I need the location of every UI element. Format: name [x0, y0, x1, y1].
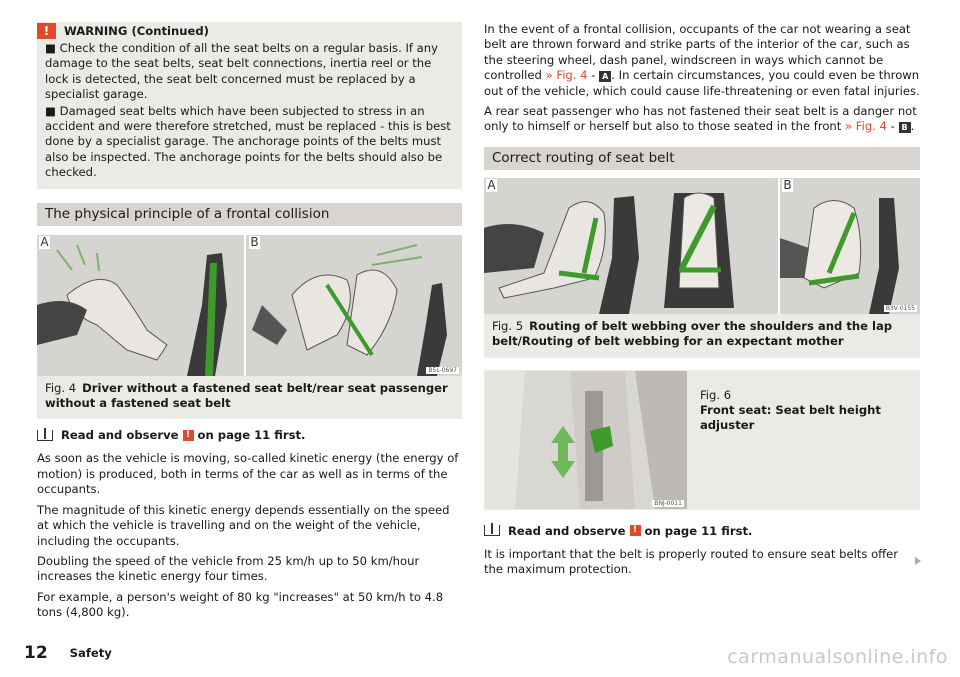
paragraph: [484, 22, 920, 99]
figure-number: Fig. 6: [699, 387, 732, 402]
warning-icon: !: [37, 23, 56, 39]
crash-illustration: [37, 235, 462, 376]
warning-item: ■ Check the condition of all the seat belts on a regular basis. If any damage to the seat belts, seat belt connections, inertia reel or the lock is detected, the seat belt concerned must be replaced by a specialist garage.: [45, 41, 438, 102]
dash: -: [591, 68, 596, 83]
page-number: 12: [24, 643, 48, 663]
panel-label-b: B: [250, 234, 259, 249]
paragraph: It is important that the belt is properly routed to ensure seat belts offer the maximum protection.: [484, 546, 899, 577]
watermark: carmanualsonline.info: [727, 646, 948, 668]
read-post: on page 11 first.: [197, 428, 306, 443]
warning-title: WARNING (Continued): [64, 24, 209, 38]
belt-routing-illustration: [484, 178, 920, 314]
paragraph: The magnitude of this kinetic energy depends essentially on the speed at which the vehicle is travelling and on the weight of the vehicle, including the occupants.: [37, 502, 450, 548]
figure-number: Fig. 4: [45, 380, 77, 395]
figure-4: [37, 235, 462, 420]
left-column: [37, 22, 462, 621]
paragraph-text: . In certain circumstances, you could even be thrown out of the vehicle, which could cause life-threatening or even fatal injuries.: [484, 68, 920, 98]
footer-section: Safety: [69, 646, 112, 660]
figure-caption-text: Driver without a fastened seat belt/rear seat passenger without a fastened seat belt: [45, 380, 448, 411]
warning-item: ■ Damaged seat belts which have been subjected to stress in an accident and were therefore stretched, must be replaced - this is best done by a specialist garage. The anchorage points of the belts must also be inspected. The anchorage points for the belts should also be checked.: [45, 103, 451, 180]
figure-code: B5L-0697: [428, 366, 457, 374]
figure-letter-box: B: [899, 122, 911, 133]
paragraph: As soon as the vehicle is moving, so-called kinetic energy (the energy of motion) is produced, both in terms of the car as well as in terms of the occupants.: [37, 451, 459, 497]
read-pre: Read and observe: [61, 428, 179, 443]
figure-code: B3V-0155: [885, 304, 915, 312]
belt-adjuster-illustration: [485, 371, 687, 509]
read-post: on page 11 first.: [644, 523, 753, 538]
read-pre: Read and observe: [508, 523, 626, 538]
figure-number: Fig. 5: [492, 318, 524, 333]
paragraph-text: .: [910, 119, 915, 134]
warning-icon: !: [630, 525, 641, 536]
read-and-observe: [37, 428, 462, 442]
paragraph: Doubling the speed of the vehicle from 25 km/h up to 50 km/hour increases the kinetic energy four times.: [37, 553, 420, 584]
section-heading: Correct routing of seat belt: [484, 147, 920, 170]
figure-code: BNJ-0011: [654, 499, 682, 507]
figure-6: [484, 370, 920, 510]
figure-6-caption: [688, 370, 920, 510]
warning-header: [37, 22, 454, 40]
continue-arrow-icon: [915, 557, 921, 565]
figure-letter-box: A: [599, 71, 611, 82]
figure-5-caption: [484, 314, 920, 358]
warning-box: [37, 22, 462, 189]
figure-link[interactable]: » Fig. 4: [545, 68, 588, 83]
dash: -: [890, 119, 895, 134]
paragraph: For example, a person's weight of 80 kg "increases" at 50 km/h to 4.8 tons (4,800 kg).: [37, 589, 444, 620]
paragraph: [484, 104, 920, 135]
figure-4-illustration: [37, 235, 462, 376]
right-column: [484, 22, 920, 577]
figure-5: [484, 178, 920, 358]
book-icon: [37, 430, 53, 441]
figure-4-caption: [37, 376, 462, 420]
paragraph-text: A rear seat passenger who has not fastened their seat belt is a danger not only to himself or herself but also to those seated in the front: [484, 104, 917, 134]
panel-label-a: A: [487, 177, 496, 192]
figure-5-illustration: [484, 178, 920, 314]
figure-link[interactable]: » Fig. 4: [845, 119, 887, 134]
figure-6-illustration: [485, 371, 687, 509]
paragraph-text: In the event of a frontal collision, occupants of the car not wearing a seat belt are thrown forward and strike parts of the interior of the car, such as the steering wheel, dash panel, windscreen in ways which cannot be controlled: [484, 22, 911, 83]
book-icon: [484, 525, 500, 536]
read-and-observe: [484, 524, 920, 538]
section-heading: The physical principle of a frontal collision: [37, 203, 462, 226]
figure-caption-text: Routing of belt webbing over the shoulders and the lap belt/Routing of belt webbing for an expectant mother: [492, 318, 893, 349]
warning-icon: !: [183, 430, 194, 441]
page-footer: [24, 643, 112, 663]
panel-label-a: A: [40, 234, 49, 249]
panel-label-b: B: [783, 177, 792, 192]
figure-caption-text: Front seat: Seat belt height adjuster: [699, 403, 881, 433]
